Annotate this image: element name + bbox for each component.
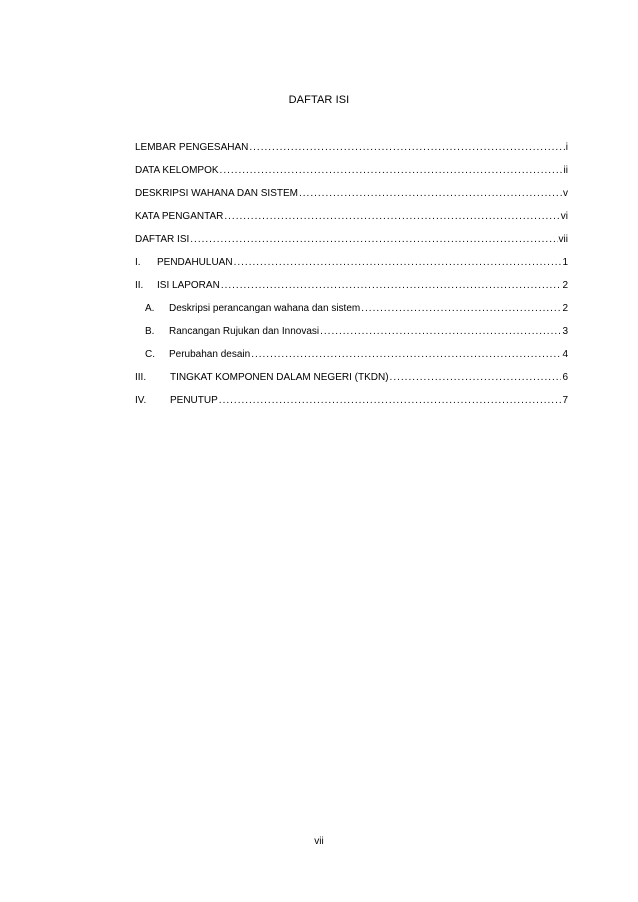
toc-entry-page: vii — [558, 234, 568, 245]
toc-entry-deskripsi-wahana[interactable] — [135, 188, 568, 211]
toc-entry-label: ISI LAPORAN — [157, 280, 220, 291]
toc-entry-label: DATA KELOMPOK — [135, 165, 219, 176]
toc-entry-penutup[interactable] — [135, 395, 568, 418]
toc-entry-page: 2 — [562, 280, 568, 291]
toc-entry-label: Perubahan desain — [169, 349, 251, 360]
toc-entry-page: 2 — [562, 303, 568, 314]
toc-entry-page: 7 — [562, 395, 568, 406]
toc-entry-page: vi — [560, 211, 568, 222]
toc-entry-page: ii — [563, 165, 568, 176]
toc-leader-dots — [299, 188, 562, 199]
toc-entry-number: II. — [135, 280, 144, 291]
toc-leader-dots — [234, 257, 562, 268]
toc-entry-rancangan-rujukan[interactable] — [135, 326, 568, 349]
toc-leader-dots — [219, 395, 562, 406]
toc-entry-label: TINGKAT KOMPONEN DALAM NEGERI (TKDN) — [170, 372, 389, 383]
toc-entry-number: A. — [145, 303, 155, 314]
toc-entry-page: 1 — [562, 257, 568, 268]
toc-leader-dots — [190, 234, 557, 245]
footer-page-number: vii — [314, 836, 324, 847]
toc-leader-dots — [320, 326, 561, 337]
toc-entry-number: B. — [145, 326, 155, 337]
toc-entry-page: 3 — [562, 326, 568, 337]
toc-entry-deskripsi-perancangan[interactable] — [135, 303, 568, 326]
toc-entry-label: KATA PENGANTAR — [135, 211, 224, 222]
toc-entry-label: Deskripsi perancangan wahana dan sistem — [169, 303, 361, 314]
toc-entry-kata-pengantar[interactable] — [135, 211, 568, 234]
toc-entry-label: DESKRIPSI WAHANA DAN SISTEM — [135, 188, 298, 199]
toc-entry-label: Rancangan Rujukan dan Innovasi — [169, 326, 320, 337]
toc-entry-number: I. — [135, 257, 141, 268]
toc-entry-number: III. — [135, 372, 147, 383]
toc-leader-dots — [251, 349, 561, 360]
toc-entry-page: i — [565, 142, 568, 153]
toc-entry-number: C. — [145, 349, 155, 360]
page-title: DAFTAR ISI — [288, 94, 350, 106]
toc-entry-page: 4 — [562, 349, 568, 360]
toc-entry-label: PENDAHULUAN — [157, 257, 233, 268]
toc-entry-daftar-isi[interactable] — [135, 234, 568, 257]
toc-leader-dots — [221, 280, 562, 291]
toc-entry-isi-laporan[interactable] — [135, 280, 568, 303]
toc-entry-page: v — [563, 188, 568, 199]
toc-leader-dots — [224, 211, 559, 222]
toc-entry-data-kelompok[interactable] — [135, 165, 568, 188]
toc-leader-dots — [249, 142, 564, 153]
toc-entry-label: LEMBAR PENGESAHAN — [135, 142, 249, 153]
toc-entry-perubahan-desain[interactable] — [135, 349, 568, 372]
toc-entry-number: IV. — [135, 395, 147, 406]
toc-leader-dots — [220, 165, 563, 176]
toc-entry-tkdn[interactable] — [135, 372, 568, 395]
toc-entry-label: DAFTAR ISI — [135, 234, 190, 245]
toc-leader-dots — [390, 372, 562, 383]
toc-leader-dots — [361, 303, 561, 314]
table-of-contents — [135, 142, 568, 418]
toc-entry-page: 6 — [562, 372, 568, 383]
toc-entry-pendahuluan[interactable] — [135, 257, 568, 280]
toc-entry-lembar-pengesahan[interactable] — [135, 142, 568, 165]
toc-entry-label: PENUTUP — [170, 395, 218, 406]
